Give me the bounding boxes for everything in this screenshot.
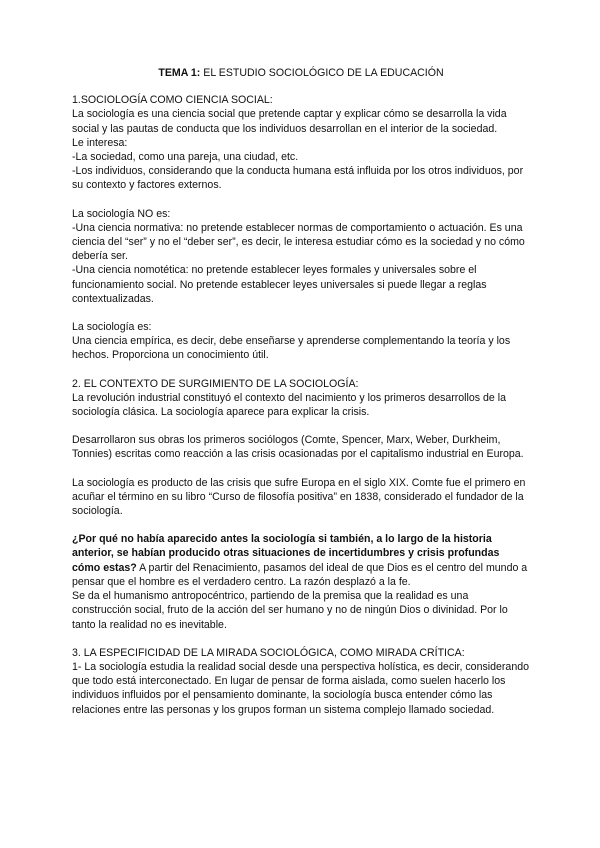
section1-item-individuos: -Los individuos, considerando que la conducta humana está influida por los otros individuos, por su contexto y factores externos. (72, 165, 524, 192)
title-prefix: TEMA 1: (158, 67, 201, 79)
spacer (72, 518, 530, 532)
section2-paragraph-comte: La sociología es producto de las crisis que sufre Europa en el siglo XIX. Comte fue el primero en acuñar el término en su libro “Curso de filosofía positiva” en 1838, considerado el fundador de la sociología. (72, 476, 526, 518)
spacer (72, 462, 530, 476)
section3-heading: 3. LA ESPECIFICIDAD DE LA MIRADA SOCIOLÓGICA, COMO MIRADA CRÍTICA: (72, 646, 465, 659)
section2-question: ¿Por qué no había aparecido antes la sociología si también, a lo largo de la historia anterior, se habían producido otras situaciones de incertidumbres y crisis profundas cómo estas? (72, 533, 500, 574)
section2-heading: 2. EL CONTEXTO DE SURGIMIENTO DE LA SOCIOLOGÍA: (72, 377, 359, 390)
spacer (72, 306, 530, 320)
no-es-heading: La sociología NO es: (72, 207, 171, 220)
section1-le-interesa: Le interesa: (72, 136, 128, 149)
section2-paragraph-revolucion: La revolución industrial constituyó el contexto del nacimiento y los primeros desarrollos de la sociología clásica. La sociología aparece para explicar la crisis. (72, 391, 506, 419)
section2-paragraph-sociologos: Desarrollaron sus obras los primeros sociólogos (Comte, Spencer, Marx, Weber, Durkheim, Tonnies) escritas como reacción a las crisis ocasionadas por el capitalismo industrial en Europa. (72, 434, 524, 461)
title-text: EL ESTUDIO SOCIOLÓGICO DE LA EDUCACIÓN (200, 67, 444, 79)
spacer (72, 419, 530, 433)
section2-answer: A partir del Renacimiento, pasamos del ideal de que Dios es el centro del mundo a pensar que el hombre es el verdadero centro. La razón desplazó a la fe. (72, 561, 528, 588)
es-empirica: Una ciencia empírica, es decir, debe enseñarse y aprenderse complementando la teoría y los hechos. Proporciona un conocimiento útil. (72, 335, 511, 362)
no-es-normativa: -Una ciencia normativa: no pretende establecer normas de comportamiento o actuación. Es una ciencia del “ser” y no el “deber ser”, es decir, le interesa estudiar cómo es la sociedad y no cómo debería ser. (72, 221, 525, 263)
section2-question-paragraph (72, 532, 530, 589)
section1-paragraph: La sociología es una ciencia social que pretende captar y explicar cómo se desarrolla la vida social y las pautas de conducta que los individuos desarrollan en el interior de la sociedad. (72, 108, 507, 135)
section1-item-sociedad: -La sociedad, como una pareja, una ciudad, etc. (72, 151, 299, 164)
spacer (72, 193, 530, 207)
no-es-nomotetica: -Una ciencia nomotética: no pretende establecer leyes formales y universales sobre el funcionamiento social. No pretende establecer leyes universales si puede llegar a reglas contextualizadas. (72, 264, 487, 305)
spacer (72, 632, 530, 646)
document-title (72, 66, 530, 80)
spacer (72, 363, 530, 377)
document-page (72, 66, 530, 717)
es-heading: La sociología es: (72, 321, 152, 334)
section3-paragraph: 1- La sociología estudia la realidad social desde una perspectiva holística, es decir, considerando que todo está interconectado. En lugar de pensar de forma aislada, como suelen hacerlo los individuos influidos por el pensamiento dominante, la sociología busca entender cómo las relaciones entre las personas y los grupos forman un sistema complejo llamado sociedad. (72, 660, 529, 716)
section1-heading: 1.SOCIOLOGÍA COMO CIENCIA SOCIAL: (72, 94, 273, 107)
section2-paragraph-humanismo: Se da el humanismo antropocéntrico, partiendo de la premisa que la realidad es una construcción social, fruto de la acción del ser humano y no de ningún Dios o divinidad. Por lo tanto la realidad no es inevitable. (72, 590, 508, 631)
